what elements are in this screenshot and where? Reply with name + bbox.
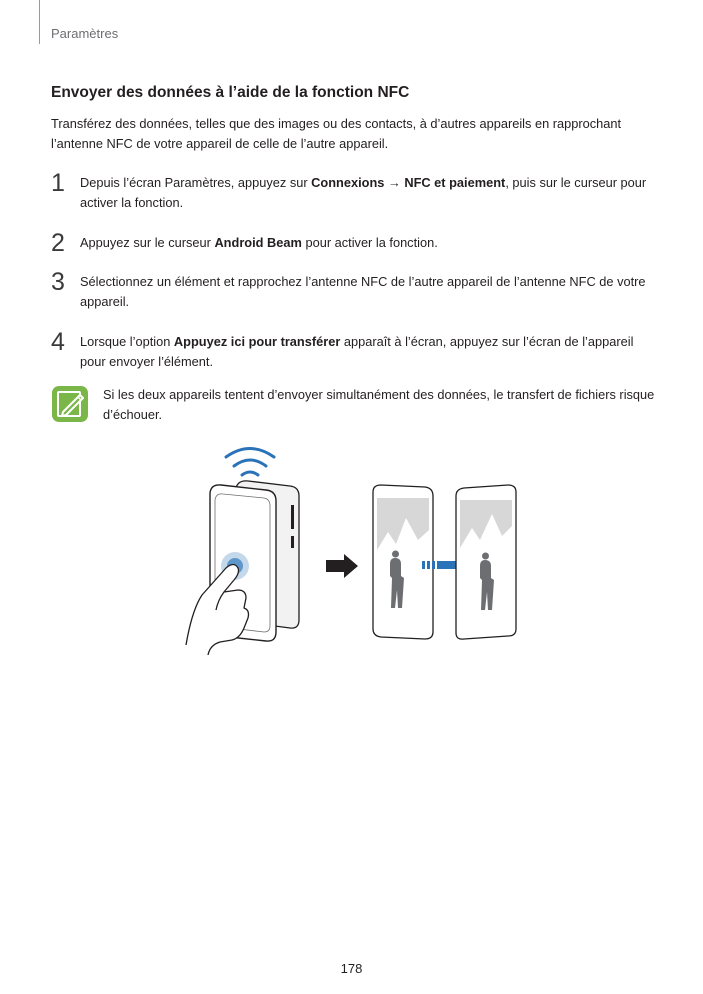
step-number: 3 bbox=[51, 268, 65, 296]
step-text-part: Lorsque l’option bbox=[80, 334, 174, 349]
step-text-part: → bbox=[384, 175, 405, 190]
step-text bbox=[80, 272, 660, 312]
emphasis-text: Appuyez ici pour transférer bbox=[173, 334, 341, 349]
nfc-signal-icon bbox=[226, 449, 274, 476]
step-text bbox=[80, 233, 660, 253]
arrow-right-icon bbox=[326, 554, 358, 578]
step-text-part: , puis sur le curseur pour activer la fonction. bbox=[80, 175, 647, 210]
step-number: 4 bbox=[51, 328, 65, 356]
intro-paragraph: Transférez des données, telles que des images ou des contacts, à d’autres appareils en rapprochant l’antenne NFC de votre appareil de celle de l’autre appareil. bbox=[51, 116, 622, 151]
step-text-part: Depuis l’écran Paramètres, appuyez sur bbox=[80, 175, 312, 190]
step-text bbox=[80, 173, 660, 213]
nfc-transfer-illustration bbox=[180, 440, 530, 655]
note-pencil-icon bbox=[51, 385, 89, 423]
page-number: 178 bbox=[340, 961, 363, 976]
note-text: Si les deux appareils tentent d’envoyer simultanément des données, le transfert de fichiers risque d’échouer. bbox=[103, 387, 655, 422]
step-text-part: apparaît à l’écran, appuyez sur l’écran de l’appareil pour envoyer l’élément. bbox=[80, 334, 634, 369]
section-title: Envoyer des données à l’aide de la fonction NFC bbox=[51, 84, 410, 101]
step-text-part: Appuyez sur le curseur bbox=[80, 235, 215, 250]
step-number: 2 bbox=[51, 229, 65, 257]
header-divider bbox=[39, 0, 40, 44]
emphasis-text: Connexions bbox=[311, 175, 385, 190]
step-text-part: pour activer la fonction. bbox=[301, 235, 438, 250]
step-text bbox=[80, 332, 660, 372]
emphasis-text: NFC et paiement bbox=[404, 175, 506, 190]
header-label: Paramètres bbox=[51, 26, 119, 41]
emphasis-text: Android Beam bbox=[214, 235, 302, 250]
step-number: 1 bbox=[51, 169, 65, 197]
step-text-part: Sélectionnez un élément et rapprochez l’antenne NFC de l’autre appareil de l’antenne NFC de votre appareil. bbox=[80, 274, 646, 309]
phone-icon bbox=[456, 485, 516, 639]
